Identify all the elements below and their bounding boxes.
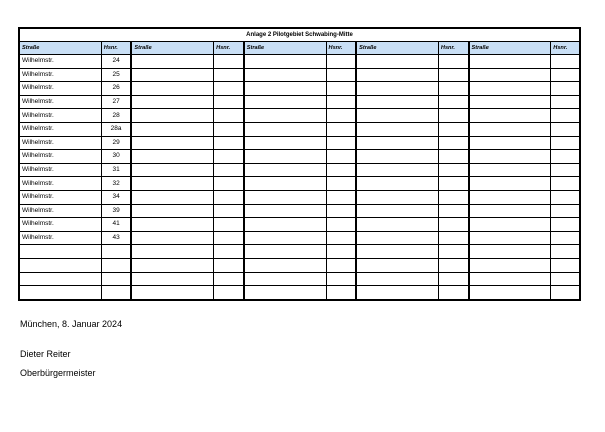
cell-hsnr	[214, 286, 244, 300]
cell-strasse: Wilhelmstr.	[19, 122, 101, 136]
cell-strasse	[356, 109, 438, 123]
cell-hsnr: 24	[101, 55, 131, 69]
cell-hsnr	[101, 286, 131, 300]
cell-hsnr	[326, 190, 356, 204]
cell-hsnr	[214, 82, 244, 96]
cell-hsnr	[438, 286, 468, 300]
cell-strasse	[244, 82, 326, 96]
cell-hsnr	[551, 245, 580, 259]
table-row	[19, 177, 580, 191]
cell-strasse: Wilhelmstr.	[19, 55, 101, 69]
cell-hsnr	[326, 82, 356, 96]
cell-strasse	[356, 245, 438, 259]
cell-hsnr	[551, 272, 580, 286]
cell-strasse	[244, 122, 326, 136]
cell-strasse	[131, 136, 213, 150]
cell-strasse	[244, 286, 326, 300]
cell-hsnr	[551, 55, 580, 69]
cell-strasse	[131, 82, 213, 96]
table-header-row	[19, 42, 580, 55]
table-row	[19, 218, 580, 232]
cell-strasse: Wilhelmstr.	[19, 218, 101, 232]
cell-hsnr	[551, 218, 580, 232]
street-table-container	[18, 27, 581, 301]
cell-strasse	[356, 122, 438, 136]
cell-strasse	[131, 177, 213, 191]
cell-hsnr	[438, 68, 468, 82]
cell-strasse	[356, 82, 438, 96]
cell-strasse	[244, 245, 326, 259]
table-row	[19, 231, 580, 245]
cell-hsnr	[326, 122, 356, 136]
table-row	[19, 258, 580, 272]
cell-hsnr: 28	[101, 109, 131, 123]
cell-hsnr	[438, 177, 468, 191]
cell-hsnr: 32	[101, 177, 131, 191]
cell-strasse	[131, 258, 213, 272]
table-title-row	[19, 28, 580, 42]
cell-hsnr	[326, 136, 356, 150]
cell-strasse	[131, 55, 213, 69]
table-row	[19, 68, 580, 82]
cell-hsnr	[551, 150, 580, 164]
cell-strasse: Wilhelmstr.	[19, 136, 101, 150]
table-row	[19, 150, 580, 164]
cell-strasse	[469, 68, 551, 82]
cell-hsnr	[438, 82, 468, 96]
cell-hsnr	[551, 190, 580, 204]
cell-strasse	[356, 163, 438, 177]
cell-strasse	[131, 95, 213, 109]
cell-strasse	[244, 95, 326, 109]
cell-strasse	[244, 109, 326, 123]
cell-hsnr	[101, 272, 131, 286]
cell-hsnr	[438, 231, 468, 245]
cell-hsnr	[551, 163, 580, 177]
place-date: München, 8. Januar 2024	[20, 319, 123, 329]
cell-strasse	[469, 286, 551, 300]
cell-hsnr	[101, 245, 131, 259]
cell-strasse	[469, 95, 551, 109]
signer-name: Dieter Reiter	[20, 349, 71, 359]
cell-strasse	[19, 258, 101, 272]
cell-strasse	[469, 190, 551, 204]
header-hsnr: Hsnr.	[326, 42, 356, 55]
cell-hsnr	[326, 55, 356, 69]
cell-strasse	[244, 163, 326, 177]
cell-hsnr	[326, 163, 356, 177]
cell-hsnr	[438, 95, 468, 109]
cell-hsnr	[438, 258, 468, 272]
cell-hsnr	[326, 68, 356, 82]
cell-hsnr	[214, 204, 244, 218]
cell-strasse	[469, 82, 551, 96]
cell-strasse: Wilhelmstr.	[19, 150, 101, 164]
cell-hsnr	[214, 55, 244, 69]
cell-hsnr	[438, 136, 468, 150]
cell-hsnr	[551, 109, 580, 123]
cell-strasse	[469, 231, 551, 245]
cell-strasse	[19, 272, 101, 286]
cell-hsnr	[214, 177, 244, 191]
cell-strasse: Wilhelmstr.	[19, 163, 101, 177]
cell-strasse	[19, 245, 101, 259]
cell-hsnr	[551, 177, 580, 191]
cell-strasse: Wilhelmstr.	[19, 109, 101, 123]
header-strasse: Straße	[244, 42, 326, 55]
cell-hsnr	[438, 55, 468, 69]
cell-strasse	[356, 136, 438, 150]
cell-hsnr	[326, 109, 356, 123]
cell-hsnr	[214, 258, 244, 272]
cell-strasse	[19, 286, 101, 300]
header-hsnr: Hsnr.	[551, 42, 580, 55]
cell-hsnr	[438, 163, 468, 177]
table-row	[19, 82, 580, 96]
cell-strasse	[469, 272, 551, 286]
cell-hsnr	[438, 190, 468, 204]
cell-strasse	[356, 231, 438, 245]
cell-hsnr	[326, 177, 356, 191]
cell-strasse	[469, 258, 551, 272]
cell-strasse	[469, 163, 551, 177]
cell-strasse	[469, 204, 551, 218]
cell-hsnr	[438, 218, 468, 232]
header-strasse: Straße	[356, 42, 438, 55]
table-row	[19, 122, 580, 136]
cell-strasse	[469, 136, 551, 150]
cell-strasse	[244, 218, 326, 232]
table-row	[19, 245, 580, 259]
cell-strasse	[356, 68, 438, 82]
cell-strasse	[131, 68, 213, 82]
cell-hsnr	[214, 163, 244, 177]
cell-strasse	[131, 286, 213, 300]
cell-hsnr	[551, 122, 580, 136]
cell-hsnr	[551, 204, 580, 218]
cell-hsnr	[214, 95, 244, 109]
cell-strasse	[131, 163, 213, 177]
table-row	[19, 204, 580, 218]
cell-hsnr	[326, 258, 356, 272]
table-row	[19, 109, 580, 123]
cell-strasse: Wilhelmstr.	[19, 177, 101, 191]
cell-strasse	[244, 190, 326, 204]
cell-strasse	[131, 245, 213, 259]
cell-hsnr	[438, 150, 468, 164]
cell-hsnr	[551, 68, 580, 82]
cell-hsnr	[326, 95, 356, 109]
cell-strasse	[356, 272, 438, 286]
table-row	[19, 190, 580, 204]
header-strasse: Straße	[19, 42, 101, 55]
cell-hsnr: 26	[101, 82, 131, 96]
cell-strasse	[244, 150, 326, 164]
cell-strasse	[131, 190, 213, 204]
cell-strasse	[244, 136, 326, 150]
cell-hsnr	[551, 258, 580, 272]
cell-strasse	[356, 55, 438, 69]
cell-hsnr: 28a	[101, 122, 131, 136]
cell-hsnr	[438, 109, 468, 123]
cell-hsnr	[551, 136, 580, 150]
header-hsnr: Hsnr.	[438, 42, 468, 55]
cell-hsnr	[214, 218, 244, 232]
cell-hsnr	[214, 122, 244, 136]
cell-strasse	[244, 177, 326, 191]
cell-hsnr	[214, 68, 244, 82]
table-row	[19, 286, 580, 300]
cell-strasse: Wilhelmstr.	[19, 190, 101, 204]
cell-hsnr	[551, 82, 580, 96]
cell-hsnr	[214, 272, 244, 286]
table-title: Anlage 2 Pilotgebiet Schwabing-Mitte	[19, 28, 580, 42]
cell-strasse	[244, 272, 326, 286]
cell-hsnr	[438, 122, 468, 136]
table-row	[19, 55, 580, 69]
cell-hsnr	[214, 109, 244, 123]
cell-strasse	[131, 231, 213, 245]
cell-hsnr	[326, 245, 356, 259]
cell-hsnr	[214, 150, 244, 164]
cell-strasse: Wilhelmstr.	[19, 82, 101, 96]
header-strasse: Straße	[469, 42, 551, 55]
cell-strasse	[469, 109, 551, 123]
cell-strasse	[131, 109, 213, 123]
header-strasse: Straße	[131, 42, 213, 55]
cell-strasse	[356, 286, 438, 300]
cell-strasse	[131, 272, 213, 286]
cell-hsnr	[214, 190, 244, 204]
cell-hsnr	[214, 136, 244, 150]
cell-hsnr: 31	[101, 163, 131, 177]
cell-hsnr: 41	[101, 218, 131, 232]
cell-hsnr	[326, 286, 356, 300]
cell-hsnr	[438, 272, 468, 286]
cell-strasse: Wilhelmstr.	[19, 95, 101, 109]
cell-hsnr: 43	[101, 231, 131, 245]
street-table	[18, 27, 581, 301]
cell-strasse	[356, 204, 438, 218]
cell-strasse	[469, 55, 551, 69]
cell-strasse: Wilhelmstr.	[19, 204, 101, 218]
cell-strasse	[356, 150, 438, 164]
cell-strasse	[356, 190, 438, 204]
table-row	[19, 163, 580, 177]
cell-strasse	[469, 177, 551, 191]
cell-strasse	[131, 218, 213, 232]
cell-hsnr	[438, 204, 468, 218]
table-row	[19, 95, 580, 109]
cell-strasse	[469, 122, 551, 136]
cell-hsnr	[551, 95, 580, 109]
cell-strasse	[356, 258, 438, 272]
cell-hsnr: 27	[101, 95, 131, 109]
cell-strasse	[356, 95, 438, 109]
cell-strasse	[131, 122, 213, 136]
cell-strasse: Wilhelmstr.	[19, 231, 101, 245]
cell-strasse: Wilhelmstr.	[19, 68, 101, 82]
cell-hsnr: 29	[101, 136, 131, 150]
cell-hsnr	[326, 272, 356, 286]
cell-hsnr	[101, 258, 131, 272]
cell-strasse	[244, 55, 326, 69]
header-hsnr: Hsnr.	[214, 42, 244, 55]
cell-strasse	[244, 231, 326, 245]
cell-hsnr: 39	[101, 204, 131, 218]
cell-strasse	[131, 150, 213, 164]
cell-strasse	[244, 258, 326, 272]
cell-strasse	[356, 177, 438, 191]
cell-hsnr: 30	[101, 150, 131, 164]
cell-strasse	[469, 150, 551, 164]
cell-hsnr	[214, 231, 244, 245]
header-hsnr: Hsnr.	[101, 42, 131, 55]
cell-hsnr	[551, 286, 580, 300]
cell-strasse	[244, 204, 326, 218]
cell-strasse	[356, 218, 438, 232]
signer-role: Oberbürgermeister	[20, 368, 96, 378]
cell-hsnr	[551, 231, 580, 245]
cell-hsnr: 25	[101, 68, 131, 82]
table-row	[19, 272, 580, 286]
cell-strasse	[131, 204, 213, 218]
cell-hsnr	[326, 150, 356, 164]
cell-strasse	[244, 68, 326, 82]
cell-strasse	[469, 245, 551, 259]
table-row	[19, 136, 580, 150]
cell-hsnr	[214, 245, 244, 259]
cell-hsnr	[438, 245, 468, 259]
cell-hsnr	[326, 218, 356, 232]
cell-strasse	[469, 218, 551, 232]
cell-hsnr: 34	[101, 190, 131, 204]
cell-hsnr	[326, 204, 356, 218]
cell-hsnr	[326, 231, 356, 245]
